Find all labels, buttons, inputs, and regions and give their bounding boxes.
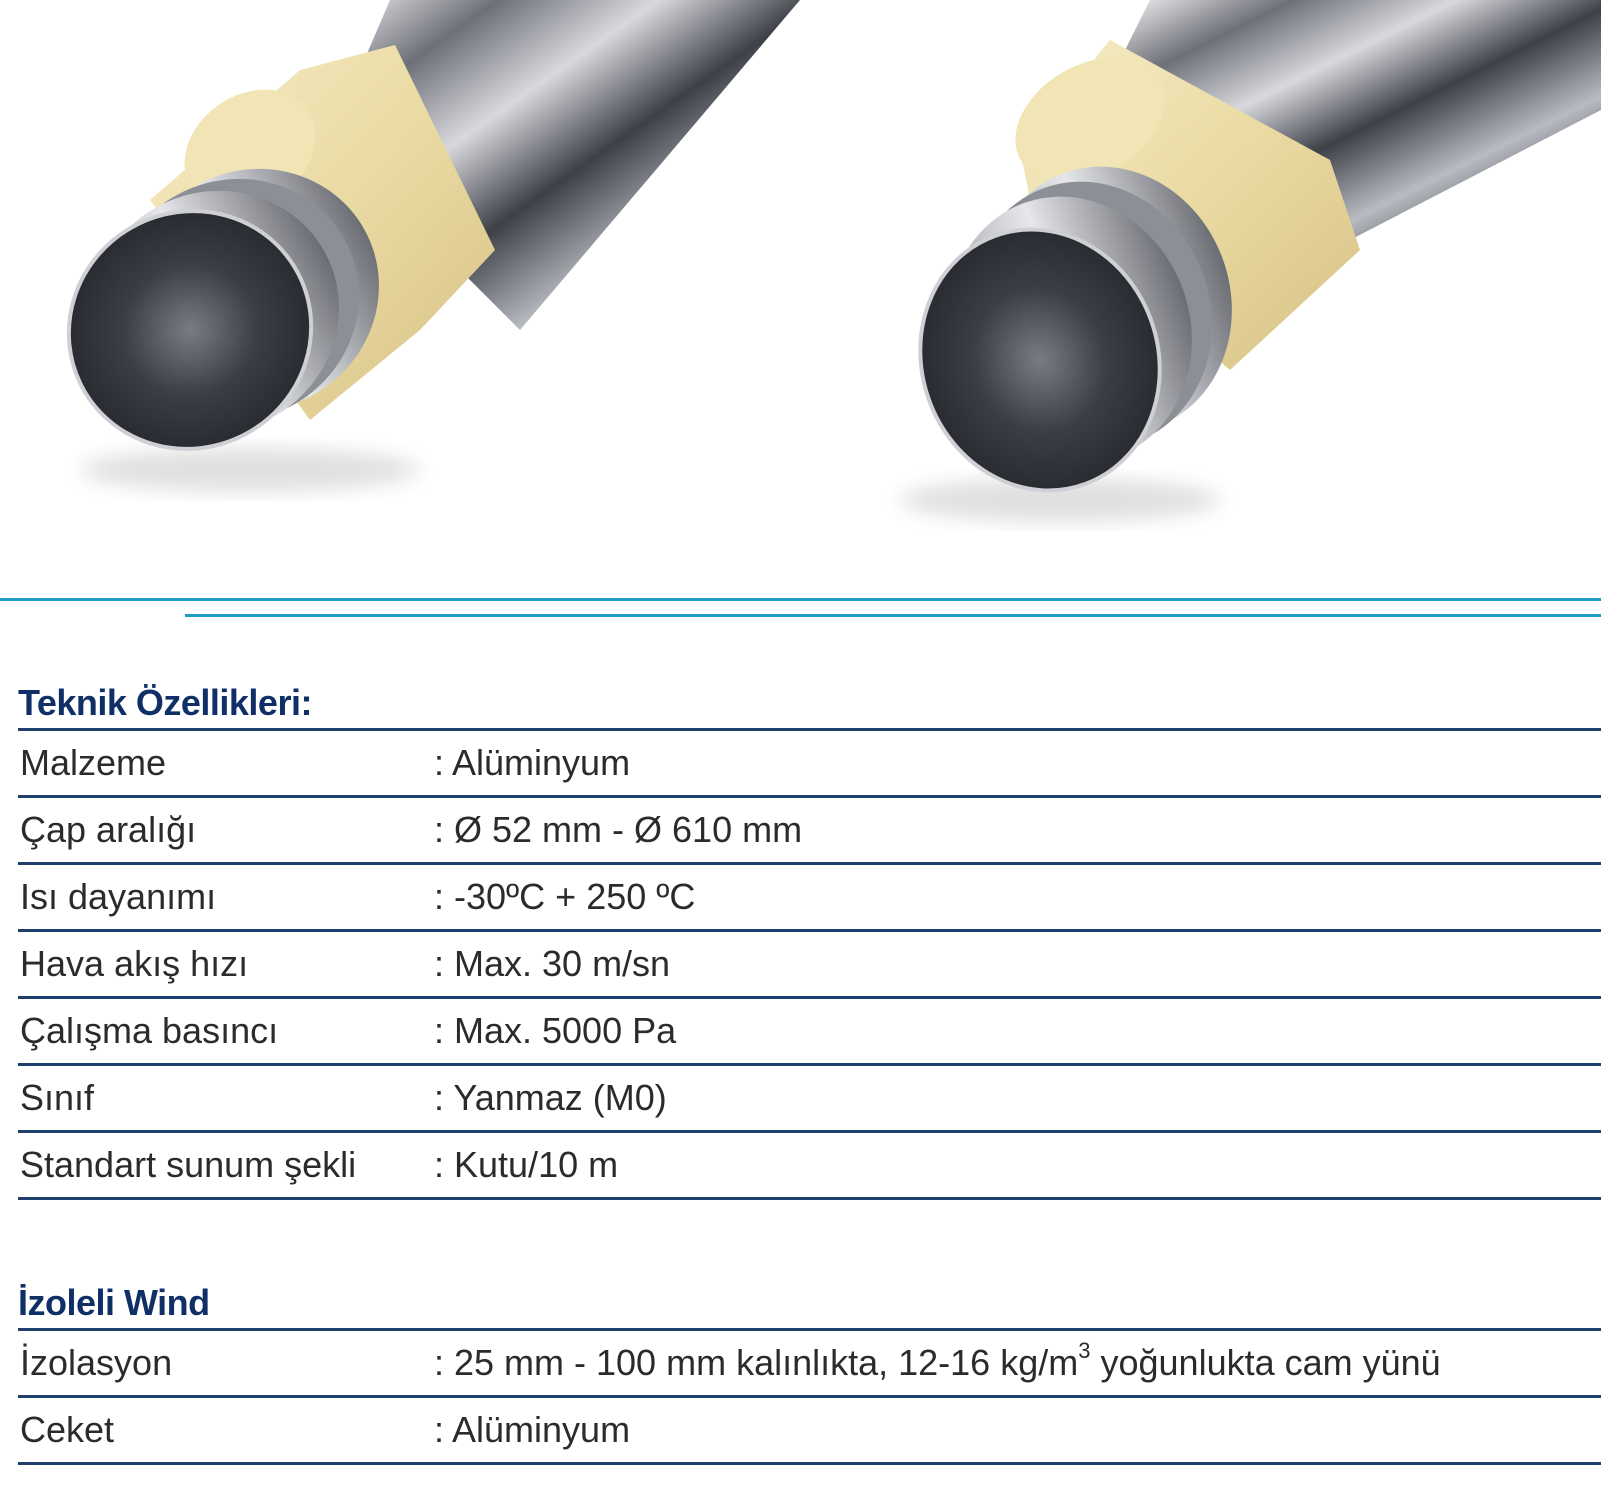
spec-row-class	[18, 1066, 1601, 1133]
spec-row-pressure	[18, 999, 1601, 1066]
accent-divider-long	[0, 598, 1601, 601]
spec-row-packaging	[18, 1133, 1601, 1200]
spec-row-material	[18, 731, 1601, 798]
spec-value-tail: yoğunlukta cam yünü	[1090, 1342, 1441, 1383]
spec-row-jacket	[18, 1398, 1601, 1465]
spec-value: : Ø 52 mm - Ø 610 mm	[434, 809, 803, 850]
left-duct-image	[27, 0, 800, 492]
spec-value	[434, 1331, 1441, 1395]
spec-row-temperature	[18, 865, 1601, 932]
spec-label: Isı dayanımı	[20, 876, 217, 917]
spec-label: Hava akış hızı	[20, 943, 249, 984]
spec-label: İzolasyon	[20, 1342, 173, 1383]
technical-specs-heading: Teknik Özellikleri:	[18, 682, 312, 723]
spec-row-diameter-range	[18, 798, 1601, 865]
technical-specs-section	[18, 678, 1601, 1200]
spec-value-main: : 25 mm - 100 mm kalınlıkta, 12-16 kg/m	[434, 1342, 1079, 1383]
spec-value: : -30ºC + 250 ºC	[434, 876, 696, 917]
accent-divider-short	[185, 614, 1601, 617]
spec-label: Çap aralığı	[20, 809, 197, 850]
spec-label: Sınıf	[20, 1077, 95, 1118]
spec-value: : Yanmaz (M0)	[434, 1077, 667, 1118]
insulated-wind-heading: İzoleli Wind	[18, 1282, 210, 1323]
spec-value: : Kutu/10 m	[434, 1144, 619, 1185]
spec-row-insulation	[18, 1331, 1601, 1398]
spec-value: : Alüminyum	[434, 1409, 631, 1450]
superscript-exponent: 3	[1078, 1338, 1091, 1363]
spec-label: Malzeme	[20, 742, 167, 783]
spec-value: : Alüminyum	[434, 742, 631, 783]
spec-value: : Max. 5000 Pa	[434, 1010, 677, 1051]
spec-label: Ceket	[20, 1409, 115, 1450]
spec-label: Standart sunum şekli	[20, 1144, 357, 1185]
spec-label: Çalışma basıncı	[20, 1010, 279, 1051]
product-photos	[0, 0, 1601, 580]
insulated-wind-section	[18, 1278, 1601, 1465]
right-duct-image	[884, 0, 1601, 524]
spec-value: : Max. 30 m/sn	[434, 943, 671, 984]
spec-row-air-velocity	[18, 932, 1601, 999]
